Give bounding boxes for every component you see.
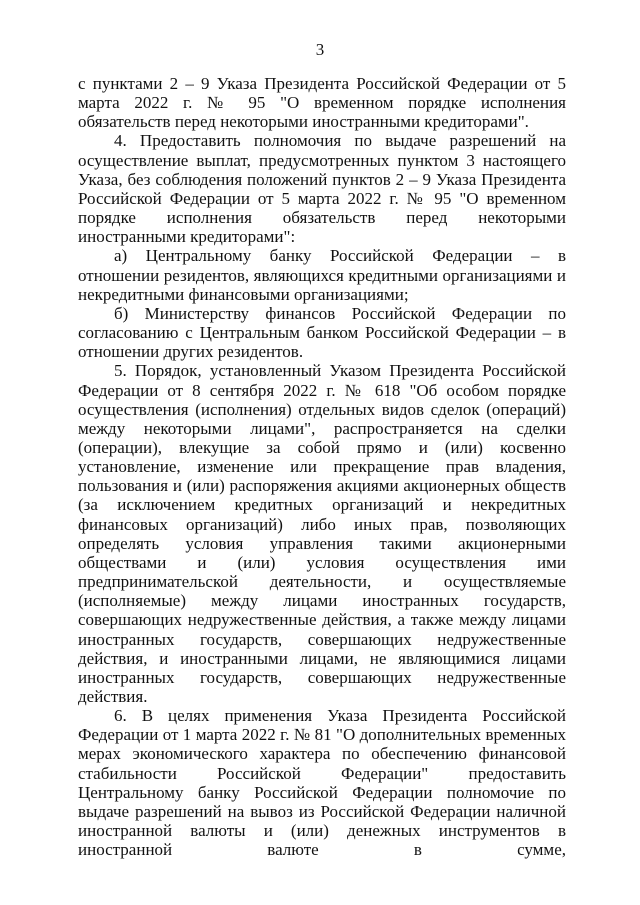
paragraph-item-6: 6. В целях применения Указа Президента Российской Федерации от 1 марта 2022 г. № 81 "О дополнительных временных мерах экономического характера по обеспечению финансовой стабильности Российской Федерации" предоставить Центральному банку Российской Федерации полномочие по выдаче разрешений на вывоз из Российской Федерации наличной иностранной валюты и (или) денежных инструментов в иностранной валюте в сумме, [78,706,566,860]
paragraph-continuation: с пунктами 2 – 9 Указа Президента Российской Федерации от 5 марта 2022 г. № 95 "О временном порядке исполнения обязательств перед некоторыми иностранными кредиторами". [78,74,566,132]
page-number: 3 [315,40,325,59]
paragraph-item-5: 5. Порядок, установленный Указом Президента Российской Федерации от 8 сентября 2022 г. № 618 "Об особом порядке осуществления (исполнения) отдельных видов сделок (операций) между некоторыми лицами", распространяется на сделки (операции), влекущие за собой прямо и (или) косвенно установление, изменение или прекращение прав владения, пользования и (или) распоряжения акциями акционерных обществ (за исключением кредитных организаций и некредитных финансовых организаций) либо иных прав, позволяющих определять условия управления такими акционерными обществами и (или) условия осуществления ими предпринимательской деятельности, и осуществляемые (исполняемые) между лицами иностранных государств, совершающих недружественные действия, а также между лицами иностранных государств, совершающих недружественные действия, и иностранными лицами, не являющимися лицами иностранных государств, совершающих недружественные действия. [78,361,566,706]
paragraph-item-4: 4. Предоставить полномочия по выдаче разрешений на осуществление выплат, предусмотренных пунктом 3 настоящего Указа, без соблюдения положений пунктов 2 – 9 Указа Президента Российской Федерации от 5 марта 2022 г. № 95 "О временном порядке исполнения обязательств перед некоторыми иностранными кредиторами": [78,131,566,247]
paragraph-subitem-b: б) Министерству финансов Российской Федерации по согласованию с Центральным банком Российской Федерации – в отношении других резидентов. [78,303,566,362]
document-body [78,74,566,859]
paragraph-subitem-a: а) Центральному банку Российской Федерации – в отношении резидентов, являющихся кредитными организациями и некредитными финансовыми организациями; [78,246,566,304]
